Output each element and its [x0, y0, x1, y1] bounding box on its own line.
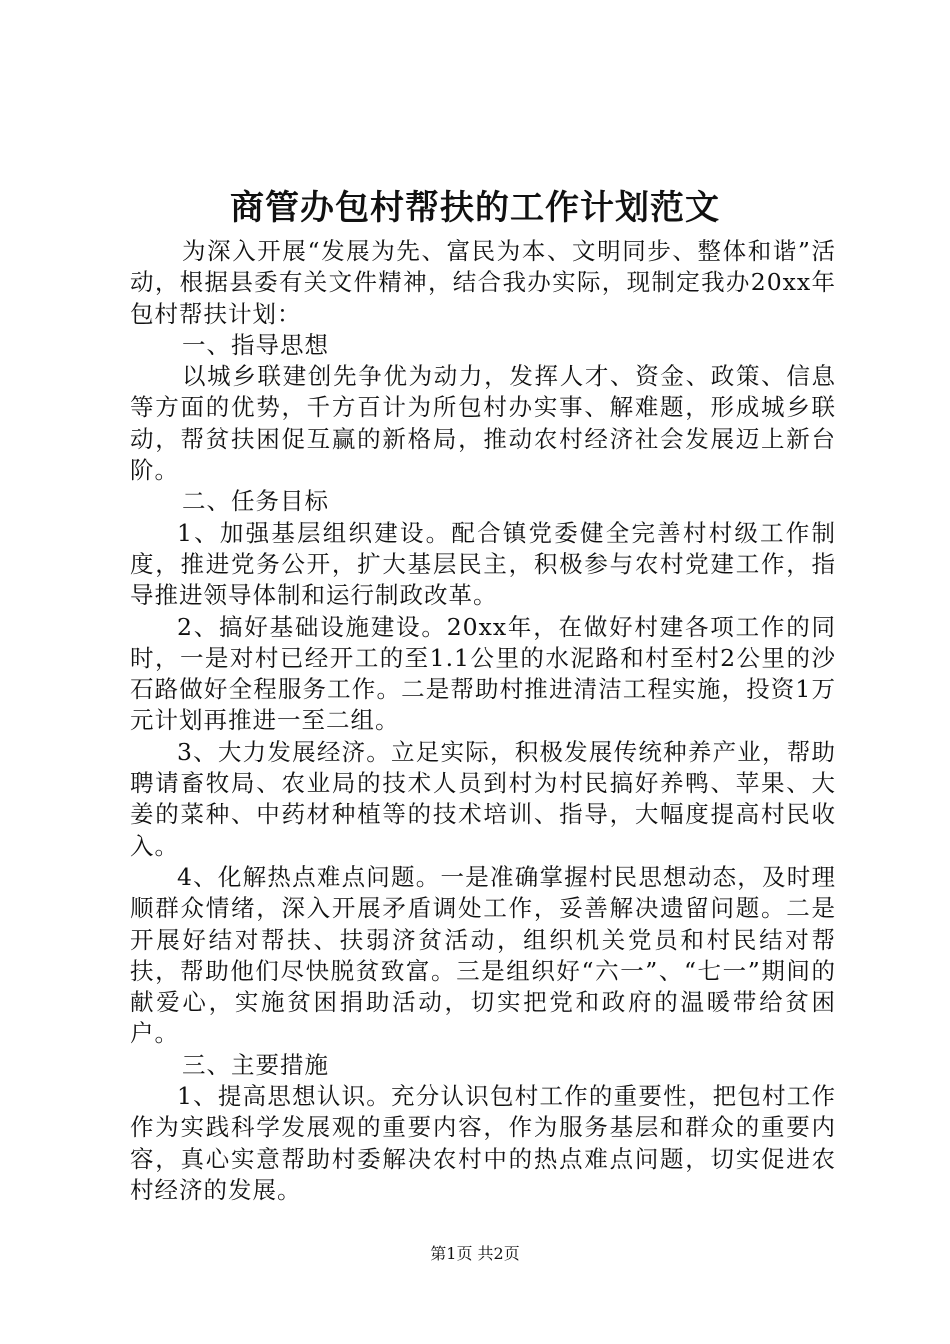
task-goal-3-paragraph: 3、大力发展经济。立足实际，积极发展传统种养产业，帮助聘请畜牧局、农业局的技术人员到村为村民搞好养鸭、苹果、大姜的菜种、中药材种植等的技术培训、指导，大幅度提高村民收入。: [130, 737, 836, 860]
task-goal-4-paragraph: 4、化解热点难点问题。一是准确掌握村民思想动态，及时理顺群众情绪，深入开展矛盾调处工作，妥善解决遗留问题。二是开展好结对帮扶、扶弱济贫活动，组织机关党员和村民结对帮扶，帮助他们尽快脱贫致富。三是组织好“六一”、“七一”期间的献爱心，实施贫困捐助活动，切实把党和政府的温暖带给贫困户。: [130, 862, 836, 1048]
task-goal-2-paragraph: 2、搞好基础设施建设。20xx年，在做好村建各项工作的同时，一是对村已经开工的至1.1公里的水泥路和村至村2公里的沙石路做好全程服务工作。二是帮助村推进清洁工程实施，投资1万元计划再推进一至二组。: [130, 612, 836, 735]
task-goal-1-paragraph: 1、加强基层组织建设。配合镇党委健全完善村村级工作制度，推进党务公开，扩大基层民主，积极参与农村党建工作，指导推进领导体制和运行制政改革。: [130, 518, 836, 610]
intro-paragraph: 为深入开展“发展为先、富民为本、文明同步、整体和谐”活动，根据县委有关文件精神，结合我办实际，现制定我办20xx年包村帮扶计划：: [130, 237, 836, 328]
document-title: 商管办包村帮扶的工作计划范文: [230, 188, 720, 228]
section-heading-task-goals: 二、任务目标: [182, 487, 329, 516]
document-body: [130, 236, 836, 1206]
section-heading-main-measures: 三、主要措施: [182, 1050, 329, 1079]
measure-1-paragraph: 1、提高思想认识。充分认识包村工作的重要性，把包村工作作为实践科学发展观的重要内容，作为服务基层和群众的重要内容，真心实意帮助村委解决农村中的热点难点问题，切实促进农村经济的发展。: [130, 1082, 836, 1204]
page-footer: 第1页 共2页: [430, 1244, 520, 1263]
section-heading-guiding-ideology: 一、指导思想: [182, 330, 329, 359]
guiding-ideology-paragraph: 以城乡联建创先争优为动力，发挥人才、资金、政策、信息等方面的优势，千方百计为所包村办实事、解难题，形成城乡联动，帮贫扶困促互赢的新格局，推动农村经济社会发展迈上新台阶。: [130, 362, 836, 485]
